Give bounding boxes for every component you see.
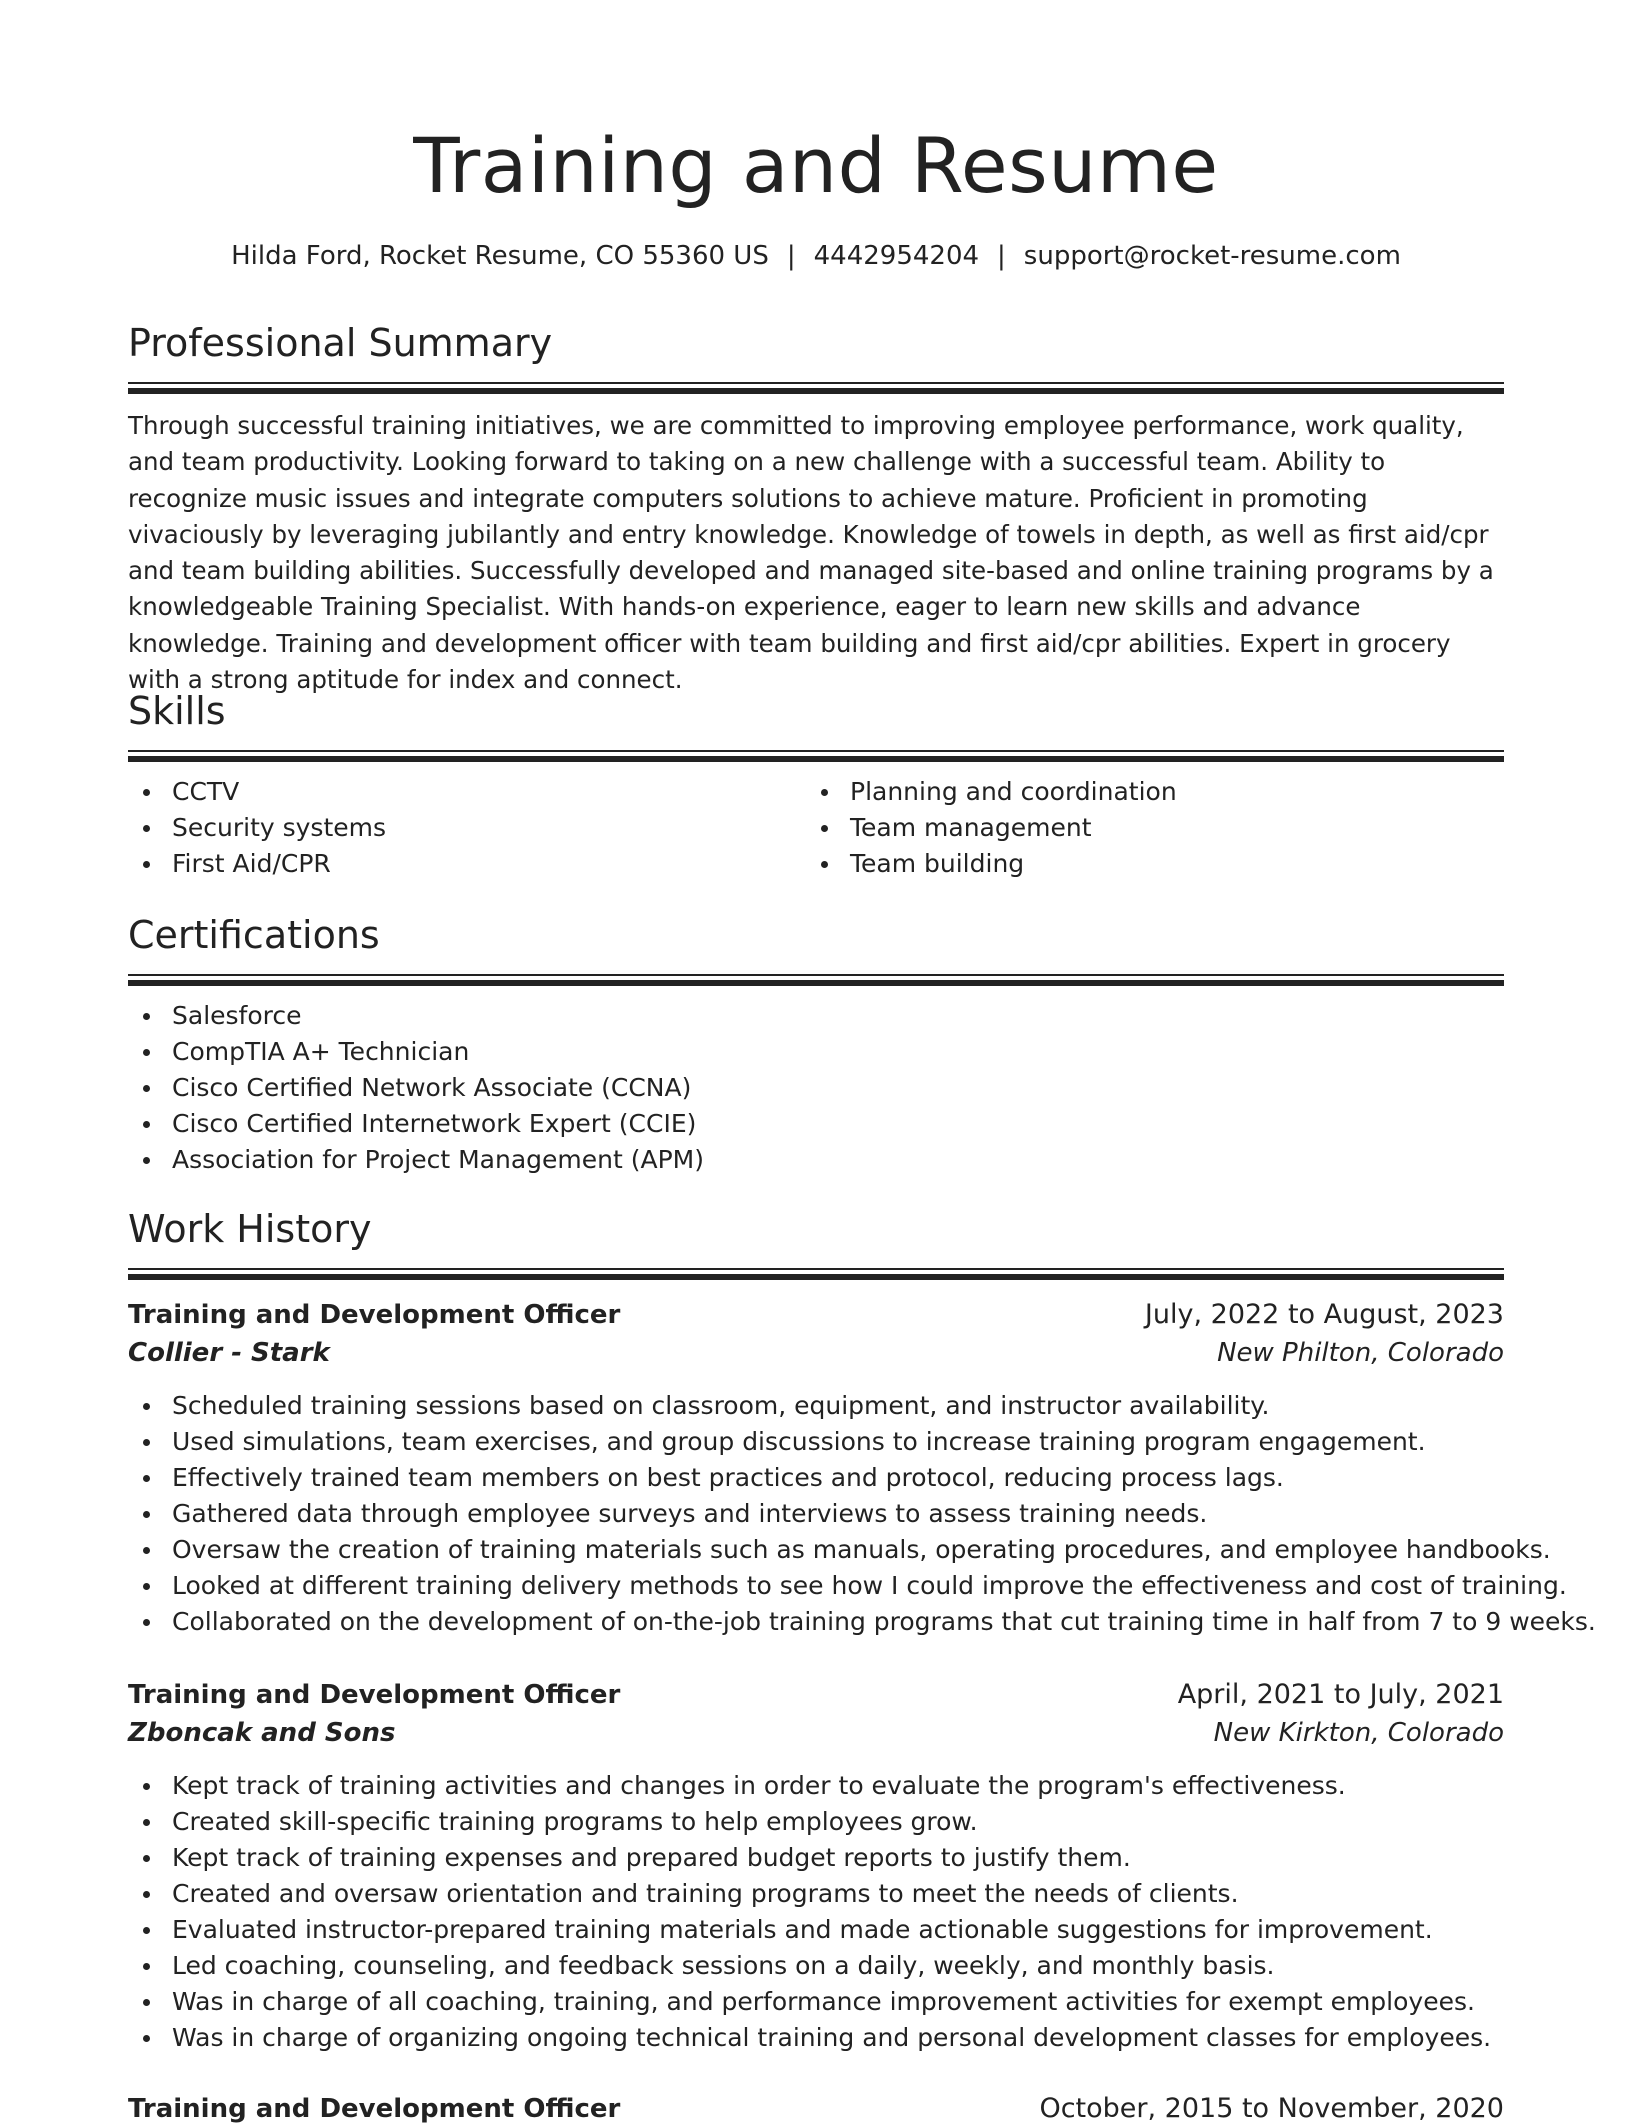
certification-item: Salesforce: [128, 998, 704, 1034]
job-duty: Collaborated on the development of on-the-job training programs that cut training time in half from 7 to 9 weeks.: [128, 1604, 1504, 1640]
job-location: New Philton, Colorado: [1217, 1338, 1504, 1368]
contact-phone: 4442954204: [813, 241, 980, 271]
job-company: Collier - Stark: [128, 1338, 330, 1368]
job-title: Training and Development Officer: [128, 2094, 621, 2124]
job-dates: April, 2021 to July, 2021: [1177, 1679, 1504, 1710]
job-duty: Effectively trained team members on best practices and protocol, reducing process lags.: [128, 1460, 1504, 1496]
job-duty: Was in charge of all coaching, training, and performance improvement activities for exempt employees.: [128, 1984, 1504, 2020]
job-title-row: [128, 1676, 1504, 1714]
contact-address: Hilda Ford, Rocket Resume, CO 55360 US: [231, 241, 769, 271]
contact-separator: |: [997, 241, 1006, 271]
job-title: Training and Development Officer: [128, 1680, 621, 1710]
skill-item: First Aid/CPR: [128, 846, 386, 882]
section-heading: Skills: [128, 689, 226, 733]
job-duty: Kept track of training activities and changes in order to evaluate the program's effectiveness.: [128, 1768, 1504, 1804]
skill-item: Team building: [806, 846, 1177, 882]
section-heading: Work History: [128, 1207, 372, 1251]
certification-item: Cisco Certified Internetwork Expert (CCIE): [128, 1106, 704, 1142]
certifications-list: [128, 998, 704, 1178]
section-divider: [128, 980, 1504, 986]
job-duty: Kept track of training expenses and prepared budget reports to justify them.: [128, 1840, 1504, 1876]
section-divider: [128, 382, 1504, 384]
job-duty: Was in charge of organizing ongoing technical training and personal development classes for employees.: [128, 2020, 1504, 2056]
contact-email: support@rocket-resume.com: [1023, 241, 1401, 271]
job-company: Zboncak and Sons: [128, 1718, 396, 1748]
section-divider: [128, 388, 1504, 394]
certification-item: Cisco Certified Network Associate (CCNA): [128, 1070, 704, 1106]
job-duty: Oversaw the creation of training materials such as manuals, operating procedures, and employee handbooks.: [128, 1532, 1504, 1568]
contact-line: [128, 238, 1504, 274]
job-title-row: [128, 2090, 1504, 2128]
job-duty: Used simulations, team exercises, and group discussions to increase training program engagement.: [128, 1424, 1504, 1460]
job-duty: Gathered data through employee surveys and interviews to assess training needs.: [128, 1496, 1504, 1532]
skill-item: Team management: [806, 810, 1177, 846]
contact-separator: |: [786, 241, 796, 271]
section-divider: [128, 974, 1504, 976]
section-heading: Certifications: [128, 913, 380, 957]
resume-title: Training and Resume: [413, 121, 1219, 210]
skill-item: Security systems: [128, 810, 386, 846]
certification-item: CompTIA A+ Technician: [128, 1034, 704, 1070]
job-company-row: [128, 1334, 1504, 1372]
section-divider: [128, 750, 1504, 752]
summary-text: Through successful training initiatives, we are committed to improving employee performance, work quality, and team productivity. Looking forward to taking on a new challenge with a successful team. Ability to recognize music issues and integrate computers solutions to achieve mature. Proficient in promoting vivaciously by leveraging jubilantly and entry knowledge. Knowledge of towels in depth, as well as first aid/cpr and team building abilities. Successfully developed and managed site-based and online training programs by a knowledgeable Training Specialist. With hands-on experience, eager to learn new skills and advance knowledge. Training and development officer with team building and first aid/cpr abilities. Expert in grocery with a strong aptitude for index and connect.: [128, 411, 1494, 695]
job-duty: Led coaching, counseling, and feedback sessions on a daily, weekly, and monthly basis.: [128, 1948, 1504, 1984]
summary-section-header: [128, 318, 1504, 394]
job-duty: Evaluated instructor-prepared training materials and made actionable suggestions for improvement.: [128, 1912, 1504, 1948]
skills-list-right: [806, 774, 1177, 882]
section-divider: [128, 1274, 1504, 1280]
skills-section-header: [128, 686, 1504, 762]
job-duties-list: [128, 1768, 1504, 2056]
job-title: Training and Development Officer: [128, 1300, 621, 1330]
section-divider: [128, 1268, 1504, 1270]
skills-list-left: [128, 774, 386, 882]
job-duty: Looked at different training delivery methods to see how I could improve the effectiveness and cost of training.: [128, 1568, 1504, 1604]
work-section-header: [128, 1204, 1504, 1280]
skill-item: Planning and coordination: [806, 774, 1177, 810]
job-dates: October, 2015 to November, 2020: [1039, 2093, 1504, 2124]
job-duties-list: [128, 1388, 1596, 1640]
certification-item: Association for Project Management (APM): [128, 1142, 704, 1178]
job-dates: July, 2022 to August, 2023: [1144, 1299, 1504, 1330]
job-location: New Kirkton, Colorado: [1213, 1718, 1504, 1748]
job-company-row: [128, 1714, 1504, 1752]
section-divider: [128, 756, 1504, 762]
certifications-section-header: [128, 910, 1504, 986]
job-duty: Created and oversaw orientation and training programs to meet the needs of clients.: [128, 1876, 1504, 1912]
job-title-row: [128, 1296, 1504, 1334]
job-duty: Scheduled training sessions based on classroom, equipment, and instructor availability.: [128, 1388, 1504, 1424]
section-heading: Professional Summary: [128, 321, 553, 365]
job-duty: Created skill-specific training programs to help employees grow.: [128, 1804, 1504, 1840]
skill-item: CCTV: [128, 774, 386, 810]
